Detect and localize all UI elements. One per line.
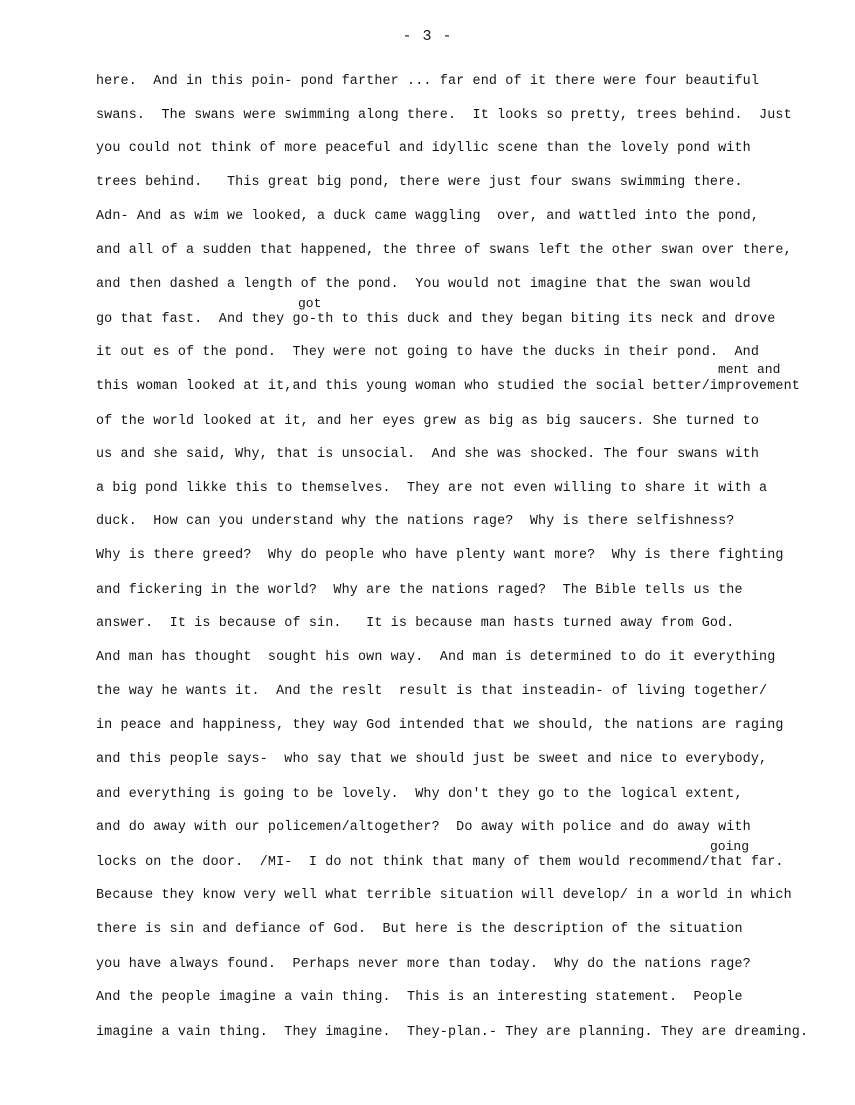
text-line: here. And in this poin- pond farther ... far end of it there were four beautiful: [96, 74, 760, 89]
text-line: you could not think of more peaceful and idyllic scene than the lovely pond with: [96, 141, 751, 156]
text-line: and this people says- who say that we should just be sweet and nice to everybody,: [96, 752, 768, 767]
text-line: and do away with our policemen/altogether? Do away with police and do away with: [96, 820, 751, 835]
handwritten-insertion: ment and: [718, 362, 781, 377]
text-line: this woman looked at it,and this young woman who studied the social better/improvement: [96, 379, 800, 394]
text-line: swans. The swans were swimming along there. It looks so pretty, trees behind. Just: [96, 108, 792, 123]
text-line: imagine a vain thing. They imagine. They-plan.- They are planning. They are dreaming.: [96, 1025, 809, 1040]
text-line: Because they know very well what terrible situation will develop/ in a world in which: [96, 888, 792, 903]
text-line: us and she said, Why, that is unsocial. And she was shocked. The four swans with: [96, 447, 760, 462]
text-line: the way he wants it. And the reslt result is that insteadin- of living together/: [96, 684, 768, 699]
text-line: answer. It is because of sin. It is because man hasts turned away from God.: [96, 616, 735, 631]
handwritten-insertion: going: [710, 839, 750, 854]
text-line: locks on the door. /MI- I do not think that many of them would recommend/that far.: [96, 855, 784, 870]
text-line: and then dashed a length of the pond. You would not imagine that the swan would: [96, 277, 751, 292]
text-line: Why is there greed? Why do people who have plenty want more? Why is there fighting: [96, 548, 784, 563]
text-line: and all of a sudden that happened, the three of swans left the other swan over there,: [96, 243, 792, 258]
text-line: And the people imagine a vain thing. This is an interesting statement. People: [96, 990, 743, 1005]
page-number: - 3 -: [402, 28, 453, 45]
text-line: it out es of the pond. They were not going to have the ducks in their pond. And: [96, 345, 760, 360]
text-line: a big pond likke this to themselves. They are not even willing to share it with a: [96, 481, 768, 496]
text-line: and fickering in the world? Why are the nations raged? The Bible tells us the: [96, 583, 743, 598]
text-line: duck. How can you understand why the nations rage? Why is there selfishness?: [96, 514, 735, 529]
text-line: go that fast. And they go-th to this duck and they began biting its neck and drove: [96, 312, 776, 327]
text-line: you have always found. Perhaps never more than today. Why do the nations rage?: [96, 957, 751, 972]
text-line: Adn- And as wim we looked, a duck came waggling over, and wattled into the pond,: [96, 209, 760, 224]
text-line: there is sin and defiance of God. But here is the description of the situation: [96, 922, 743, 937]
text-line: and everything is going to be lovely. Why don't they go to the logical extent,: [96, 787, 743, 802]
text-line: in peace and happiness, they way God intended that we should, the nations are raging: [96, 718, 784, 733]
text-line: trees behind. This great big pond, there were just four swans swimming there.: [96, 175, 743, 190]
handwritten-insertion: got: [298, 296, 322, 311]
text-line: of the world looked at it, and her eyes grew as big as big saucers. She turned to: [96, 414, 760, 429]
text-line: And man has thought sought his own way. And man is determined to do it everything: [96, 650, 776, 665]
